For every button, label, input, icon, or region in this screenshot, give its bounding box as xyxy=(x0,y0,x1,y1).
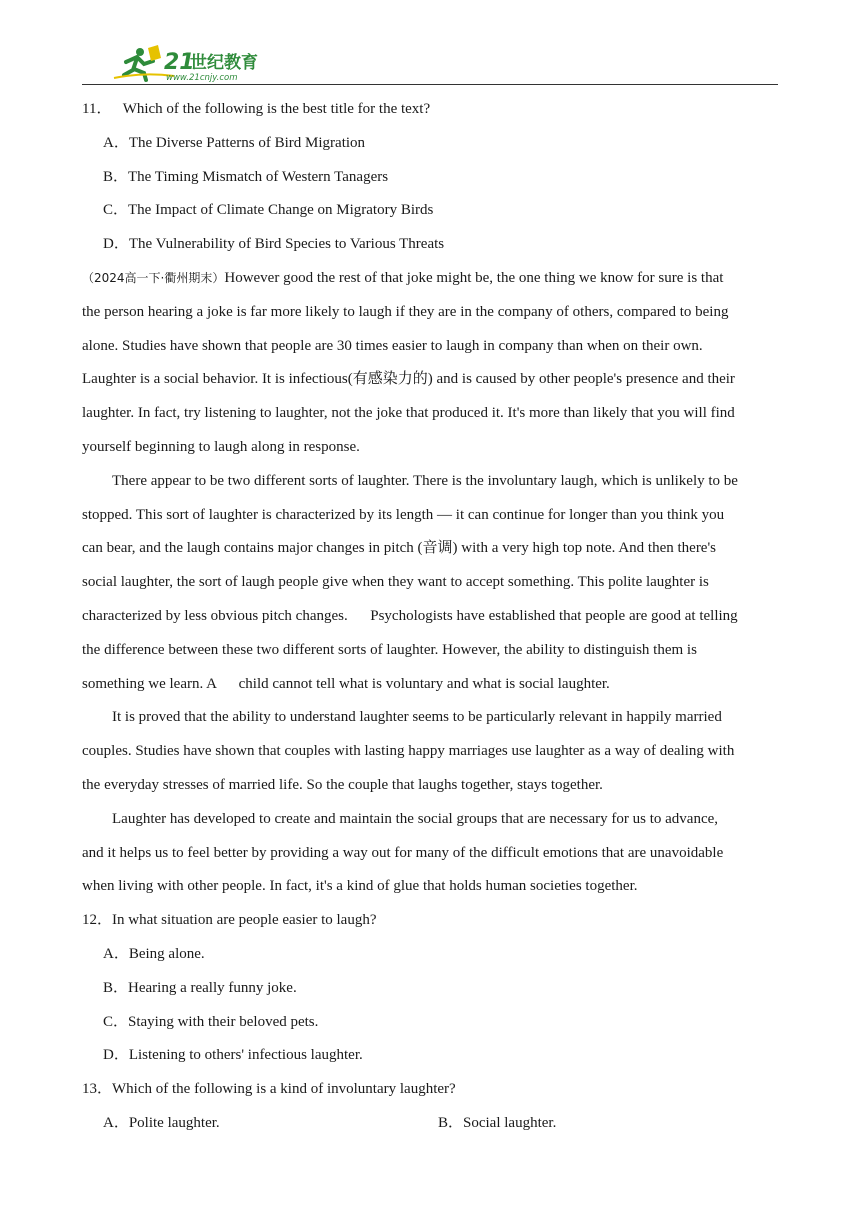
passage-line: the person hearing a joke is far more likely to laugh if they are in the company of others, compared to being xyxy=(82,303,729,320)
question-stem: Which of the following is a kind of involuntary laughter? xyxy=(112,1081,456,1098)
question-number: 13． xyxy=(82,1081,113,1098)
option-a: A．The Diverse Patterns of Bird Migration xyxy=(103,134,366,151)
passage-source: （2024高一下·衢州期末） xyxy=(82,270,225,285)
passage-line: social laughter, the sort of laugh people give when they want to accept something. This polite laughter is xyxy=(82,574,709,591)
question-stem: Which of the following is the best title for the text? xyxy=(122,101,431,117)
header-divider xyxy=(82,84,778,85)
passage-line: stopped. This sort of laughter is characterized by its length — it can continue for longer than you think you xyxy=(82,506,725,523)
option-a: A．Polite laughter. xyxy=(103,1114,220,1131)
passage-line: Laughter has developed to create and maintain the social groups that are necessary for us to advance, xyxy=(112,810,719,827)
logo xyxy=(104,42,274,84)
passage-line: characterized by less obvious pitch changes. Psychologists have established that people are good at telling xyxy=(82,607,738,624)
svg-text:世纪教育: 世纪教育 xyxy=(190,53,258,73)
option-a: A．Being alone. xyxy=(103,945,205,962)
passage-line: （2024高一下·衢州期末）However good the rest of that joke might be, the one thing we know for sure is that xyxy=(82,269,724,286)
passage-line: the difference between these two different sorts of laughter. However, the ability to distinguish them is xyxy=(82,641,697,658)
option-c: C．The Impact of Climate Change on Migratory Birds xyxy=(103,202,434,219)
option-b: B．Hearing a really funny joke. xyxy=(103,979,297,996)
page-header xyxy=(82,38,778,86)
question-stem: In what situation are people easier to laugh? xyxy=(112,912,377,929)
passage-line: and it helps us to feel better by providing a way out for many of the difficult emotions that are unavoidable xyxy=(82,844,724,861)
passage-line: alone. Studies have shown that people are 30 times easier to laugh in company than when on their own. xyxy=(82,337,703,354)
passage-line: yourself beginning to laugh along in response. xyxy=(82,438,360,455)
question-12 xyxy=(82,904,778,938)
passage-line: Laughter is a social behavior. It is infectious(有感染力的) and is caused by other people's presence and their xyxy=(82,371,735,388)
option-d: D．The Vulnerability of Bird Species to Various Threats xyxy=(103,236,445,253)
option-c: C．Staying with their beloved pets. xyxy=(103,1013,319,1030)
option-d: D．Listening to others' infectious laughter. xyxy=(103,1047,363,1064)
option-row xyxy=(82,1107,778,1141)
svg-text:www.21cnjy.com: www.21cnjy.com xyxy=(166,73,238,83)
question-13 xyxy=(82,1073,778,1107)
question-number: 11． xyxy=(82,101,112,117)
option-b: B．Social laughter. xyxy=(438,1114,557,1131)
runner-logo-icon xyxy=(104,42,274,84)
option-b: B．The Timing Mismatch of Western Tanagers xyxy=(103,168,389,185)
passage-line: couples. Studies have shown that couples with lasting happy marriages use laughter as a way of dealing with xyxy=(82,743,735,760)
passage-line: There appear to be two different sorts of laughter. There is the involuntary laugh, which is unlikely to be xyxy=(112,472,738,489)
passage-line: something we learn. A child cannot tell what is voluntary and what is social laughter. xyxy=(82,675,610,692)
question-number: 12． xyxy=(82,912,113,929)
passage-line: can bear, and the laugh contains major changes in pitch (音调) with a very high top note. And then there's xyxy=(82,540,717,557)
question-11 xyxy=(82,93,778,127)
passage-line: when living with other people. In fact, it's a kind of glue that holds human societies together. xyxy=(82,878,638,895)
svg-text:21: 21 xyxy=(164,50,195,75)
passage-line: It is proved that the ability to understand laughter seems to be particularly relevant in happily married xyxy=(112,709,722,726)
passage-line: the everyday stresses of married life. So the couple that laughs together, stays together. xyxy=(82,776,603,793)
passage-line: laughter. In fact, try listening to laughter, not the joke that produced it. It's more than likely that you will find xyxy=(82,405,735,422)
document-body xyxy=(82,93,778,1141)
